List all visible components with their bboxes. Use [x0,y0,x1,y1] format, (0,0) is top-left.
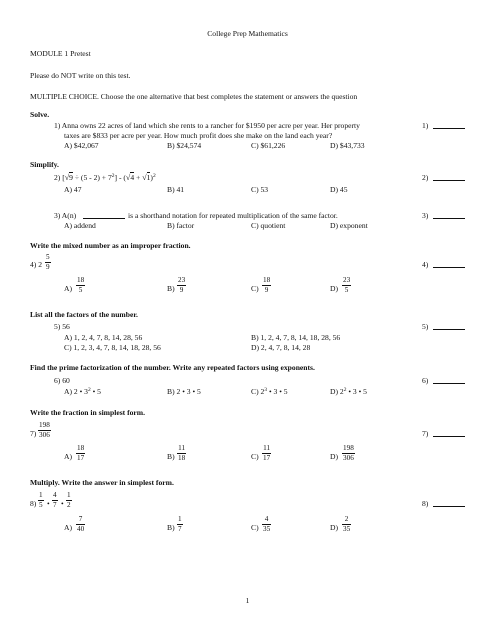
denominator: 7 [53,501,57,510]
numerator: 2 [344,515,349,523]
q8-dot-1: • [47,499,50,508]
q5-choice-a: A) 1, 2, 4, 7, 8, 14, 28, 56 [64,333,143,342]
q4-choice-a-letter: A) [64,284,73,293]
q4-number: 4) [422,260,429,269]
base-text: C) 2 [251,387,265,396]
q8-factor-1 [38,492,44,509]
q6-heading: Find the prime factorization of the number. Write any repeated factors using exponents. [30,363,315,372]
q4-choice-a-fraction [76,277,85,294]
q1-choice-a: A) $42,067 [64,141,99,150]
numerator: 18 [77,444,85,452]
q6-choice-d [330,388,367,396]
denominator: 306 [343,454,354,463]
q3-choice-d: D) exponent [330,221,368,230]
numerator: 18 [263,276,271,284]
trailing-text: • 3 • 5 [346,387,367,396]
q6-choice-c [251,388,288,396]
q4-stem-numerator: 5 [46,253,50,261]
page-header-title: College Prep Mathematics [207,29,288,38]
exponent: 3 [264,387,268,393]
q1-choice-c: C) $61,226 [251,141,286,150]
q8-factor-2 [52,492,58,509]
q3-before: 3) A(n) [54,211,77,220]
q2-expression [54,174,156,182]
q8-dot-2: • [61,499,64,508]
q1-number: 1) [422,121,429,130]
q3-after: is a shorthand notation for repeated multiplication of the same factor. [128,211,338,220]
denominator: 18 [178,454,186,463]
q6-choice-b [167,388,201,396]
denominator: 5 [78,286,83,295]
q4-label: 4) 2 [30,260,43,269]
q1-line1: 1) Anna owns 22 acres of land which she rents to a rancher for $1950 per acre per year. Her property [54,121,360,130]
trailing-text: • 3 • 5 [267,387,288,396]
q8-heading: Multiply. Write the answer in simplest form. [30,478,174,487]
q3-number: 3) [422,211,429,220]
q3-choice-c: C) quotient [251,221,286,230]
base-text: A) 2 • 3 [64,387,88,396]
q3-fill-blank [83,218,125,219]
numerator: 1 [67,491,71,499]
q2-choice-d: D) 45 [330,185,348,194]
numerator: 7 [78,515,83,523]
q8-choice-c-letter: C) [251,523,259,532]
q4-answer-blank [433,267,465,268]
q7-choice-a-letter: A) [64,452,73,461]
q7-choice-b-fraction [177,445,186,462]
q5-answer-blank [433,329,465,330]
q5-choice-c: C) 1, 2, 3, 4, 7, 8, 14, 18, 28, 56 [64,343,161,352]
numerator: 1 [39,491,43,499]
numerator: 18 [77,276,85,284]
q2-heading: Simplify. [30,160,59,169]
denominator: 9 [264,286,269,295]
q5-choice-b: B) 1, 2, 4, 7, 8, 14, 18, 28, 56 [251,333,341,342]
q8-label: 8) [30,499,37,508]
q7-heading: Write the fraction in simplest form. [30,408,146,417]
q5-number: 5) [422,322,429,331]
q5-stem: 5) 56 [54,322,70,331]
q2-radicand-1: 9 [69,173,73,182]
q1-line2: taxes are $833 per acre per year. How much profit does she make on the land each year? [64,131,333,140]
sqrt-icon: √ [64,173,70,182]
q5-heading: List all the factors of the number. [30,310,138,319]
q4-choice-b-fraction [177,277,186,294]
base-text: D) 2 [330,387,344,396]
q7-answer-blank [433,436,465,437]
numerator: 198 [39,421,50,429]
q2-choice-c: C) 53 [251,185,269,194]
module-title: MODULE 1 Pretest [30,49,91,58]
q5-choice-d: D) 2, 4, 7, 8, 14, 28 [251,343,311,352]
section-intro: MULTIPLE CHOICE. Choose the one alternative that best completes the statement or answers the question [30,92,358,101]
numerator: 4 [53,491,57,499]
numerator: 198 [343,444,354,452]
q4-heading: Write the mixed number as an improper fraction. [30,241,191,250]
q2-radicand-3: 1 [146,173,151,182]
q8-factor-3 [66,492,72,509]
numerator: 4 [264,515,269,523]
q8-choice-a-letter: A) [64,523,73,532]
q3-choice-a: A) addend [64,221,96,230]
denominator: 9 [179,286,184,295]
q8-choice-b-letter: B) [167,523,175,532]
q7-label: 7) [30,429,37,438]
sqrt-icon: √ [142,173,147,182]
numerator: 23 [178,276,186,284]
denominator: 40 [77,525,85,534]
q2-mid2: ] - ( [114,173,126,182]
q2-choice-b: B) 41 [167,185,185,194]
q6-answer-blank [433,383,465,384]
q8-choice-a-fraction [76,516,85,533]
q2-exponent-2: 2 [152,173,156,179]
q7-stem-fraction [38,422,51,439]
q4-choice-c-fraction [262,277,271,294]
denominator: 7 [178,525,182,534]
base-text: B) 2 • 3 • 5 [167,387,201,396]
q4-stem-fraction [45,254,51,271]
q6-number: 6) [422,376,429,385]
denominator: 306 [39,431,50,440]
q2-exponent-1: 2 [111,173,115,179]
denominator: 17 [77,454,85,463]
q4-choice-d-fraction [342,277,351,294]
q2-choice-a: A) 47 [64,185,82,194]
q8-answer-blank [433,506,465,507]
q2-prefix: 2) [ [54,173,65,182]
q7-number: 7) [422,429,429,438]
q4-stem-denominator: 9 [46,263,50,272]
denominator: 35 [263,525,271,534]
q7-choice-a-fraction [76,445,85,462]
q2-answer-blank [433,180,465,181]
q7-choice-d-letter: D) [330,452,339,461]
denominator: 5 [344,286,349,295]
q8-choice-c-fraction [262,516,271,533]
q8-choice-d-letter: D) [330,523,339,532]
q2-close: ) [150,173,153,182]
q7-choice-b-letter: B) [167,452,175,461]
q3-choice-b: B) factor [167,221,195,230]
q4-whole: 2 [38,260,43,269]
q2-plus: + [136,173,141,182]
q8-choice-b-fraction [177,516,183,533]
q8-number: 8) [422,499,429,508]
q8-choice-d-fraction [342,516,351,533]
instruction-text: Please do NOT write on this test. [30,71,131,80]
q2-number: 2) [422,173,429,182]
q7-choice-c-letter: C) [251,452,259,461]
page-number: 1 [245,596,250,605]
q2-radicand-2: 4 [130,173,135,182]
q4-choice-d-letter: D) [330,284,339,293]
denominator: 5 [39,501,43,510]
numerator: 23 [343,276,351,284]
exponent: 2 [343,387,347,393]
q1-choice-b: B) $24,574 [167,141,202,150]
q4-choice-c-letter: C) [251,284,259,293]
denominator: 35 [343,525,351,534]
exponent: 2 [87,387,91,393]
q6-choice-a [64,388,101,396]
trailing-text: • 5 [90,387,101,396]
q1-answer-blank [433,128,465,129]
q7-choice-d-fraction [342,445,355,462]
numerator: 11 [178,444,186,452]
q6-stem: 6) 60 [54,376,70,385]
numerator: 1 [178,515,182,523]
denominator: 2 [67,501,71,510]
denominator: 17 [263,454,271,463]
sqrt-icon: √ [125,173,131,182]
q1-heading: Solve. [30,110,50,119]
q7-choice-c-fraction [262,445,271,462]
numerator: 11 [263,444,271,452]
q1-choice-d: D) $43,733 [330,141,365,150]
q2-mid: ÷ (5 - 2) + 7 [74,173,112,182]
q3-answer-blank [433,218,465,219]
q4-choice-b-letter: B) [167,284,175,293]
